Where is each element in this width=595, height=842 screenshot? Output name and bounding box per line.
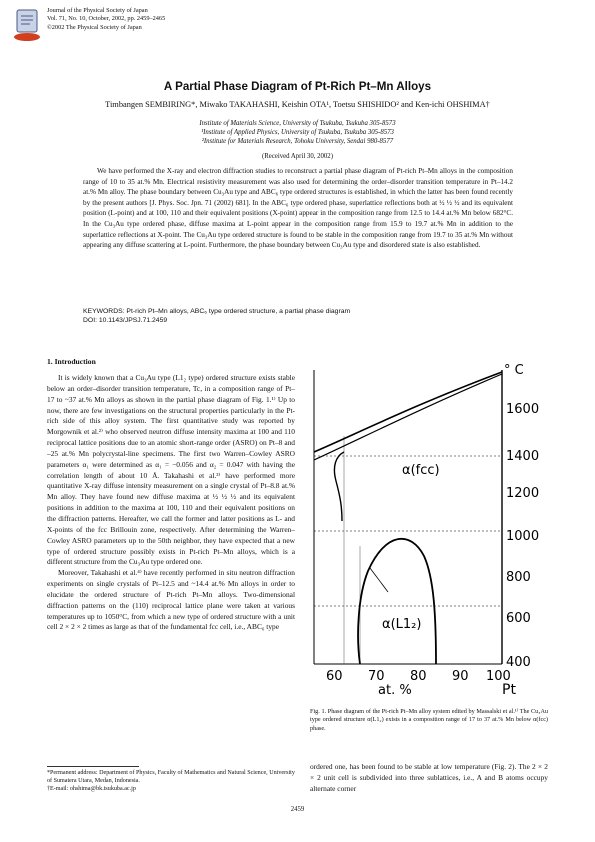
solidus-curve	[314, 374, 502, 460]
x-tick-70: 70	[368, 669, 385, 684]
fcc-phase-label: α(fcc)	[402, 463, 440, 478]
x-tick-60: 60	[326, 669, 343, 684]
affiliations	[0, 119, 595, 146]
received-date: (Received April 30, 2002)	[262, 153, 333, 160]
footnote-address: *Permanent address: Department of Physics, Faculty of Mathematics and Natural Science, University of Sumatera Utara, Medan, Indonesia.	[47, 770, 295, 784]
affiliation-3: ²Institute for Materials Research, Tohoku University, Sendai 980-8577	[201, 138, 394, 145]
y-tick-400: 400	[506, 655, 531, 670]
journal-name: Journal of the Physical Society of Japan	[47, 7, 148, 14]
x-axis-element: Pt	[502, 682, 516, 698]
y-tick-600: 600	[506, 611, 531, 626]
y-tick-1600: 1600	[506, 402, 540, 417]
journal-info	[47, 7, 165, 32]
affiliation-1: Institute of Materials Science, University of Tsukuba, Tsukuba 305-8573	[199, 120, 396, 127]
x-tick-labels	[326, 669, 511, 684]
y-tick-800: 800	[506, 570, 531, 585]
abstract: We have performed the X-ray and electron diffraction studies to reconstruct a partial phase diagram of Pt-rich Pt–Mn alloys in the composition range of 10 to 35 at.% Mn. Electrical resistivity measurement was also used for determining the order–disorder transition temperature in Pt–14.2 at.% Mn alloy. The phase boundary between Cu₃Au type and ABC₆ type ordered structures is established, in which the latter has been found recently by the present authors [J. Phys. Soc. Jpn. 71 (2002) 681]. In the ABC₆ type ordered phase, superlattice reflections both at ½ ½ ½ and its equivalent position (L-point) and at 100, 110 and their equivalent positions (X-point) appear in the composition range from 12.5 to 14.4 at.% Mn below 682°C. In the Cu₃Au type ordered phase, diffuse maxima at L-point appear in the composition range from 15.9 to 19.7 at.% Mn in addition to the superlattice reflections at X-point. The Cu₃Au type ordered structure is found to be stable in the composition range from 19.7 to 35 at.% Mn without appearing any diffuse scattering at L-point. Furthermore, the phase boundary between Cu₃Au type and disordered state is also established.	[83, 167, 513, 250]
intro-paragraph-1: It is widely known that a Cu₃Au type (L1₂ type) ordered structure exists stable below an order–disorder transition temperature, Tc, in a composition range of Pt–17 to ~37 at.% Mn alloys as shown in the partial phase diagram of Fig. 1.¹⁾ Up to now, there are few investigations on the structural properties particularly in the Pt-rich side of this alloy system. The first quantitative study was reported by Morgownik et al.²⁾ who observed neutron diffuse intensity maxima at 100 and 110 reciprocal lattice positions due to an atomic short-range order (ASRO) on Pt–8 and –25 at.% Mn polycrystal-line specimens. The first two Warren–Cowley ASRO parameters α₁ were determined as α₁ = −0.056 and α₂ = 0.047 with having the correlation length of about 10 Å. Takahashi et al.³⁾ have performed more quantitative X-ray diffuse intensity measurement on a single crystal of Pt–8.8 at.% Mn alloy. They have found new diffuse maxima at ½ ½ ½ and its equivalent positions in addition to the maxima at 100, 110 and their equivalent positions on the diffraction patterns. Hereafter, we call the former and latter positions as L- and X-points of the fcc Brillouin zone, respectively. After determining the Warren–Cowley ASRO parameters up to the 50th neighbor, they have expected that a new type of ordered structure possibly exists in Pt-rich Pt–Mn alloys, which is a different structure from the Cu₃Au type ordered one.	[47, 373, 295, 567]
page-number: 2459	[290, 806, 305, 813]
footnotes	[47, 769, 295, 793]
liquidus-curve	[314, 372, 502, 452]
footnote-email: †E-mail: ohshima@bk.tsukuba.ac.jp	[47, 786, 136, 792]
y-tick-1400: 1400	[506, 449, 540, 464]
footnote-divider	[47, 766, 139, 767]
x-axis-label: at. %	[378, 683, 412, 698]
doi: DOI: 10.1143/JPSJ.71.2459	[83, 317, 168, 325]
journal-copyright: ©2002 The Physical Society of Japan	[47, 23, 142, 31]
figure-gridlines	[314, 456, 502, 606]
l12-phase-label: α(L1₂)	[382, 617, 422, 632]
y-tick-1000: 1000	[506, 529, 540, 544]
journal-logo-icon	[12, 8, 42, 44]
keywords-block	[83, 307, 350, 326]
l12-phase-dome	[358, 539, 436, 664]
y-tick-1200: 1200	[506, 486, 540, 501]
section-heading: 1. Introduction	[47, 357, 96, 366]
paper-authors: Timbangen SEMBIRING*, Miwako TAKAHASHI, Keishin OTA¹, Toetsu SHISHIDO² and Ken-ichi OHSHIMA†	[105, 100, 490, 109]
intro-paragraph-2: Moreover, Takahashi et al.⁴⁾ have recently performed in situ neutron diffraction experiments on single crystals of Pt–12.5 and ~14.4 at.% Mn alloys in order to elucidate the ordered structure of Pt-rich Pt–Mn alloys. Two-dimensional diffraction patterns on the (110) reciprocal lattice plane were taken at various temperatures up to 1050°C, from which a new type of ordered structure with a unit cell 2 × 2 × 2 times as large as that of the fundamental fcc cell, i.e., ABC₆ type	[47, 568, 295, 632]
phase-diagram-figure	[296, 356, 550, 702]
x-tick-80: 80	[410, 669, 427, 684]
figure-caption: Fig. 1. Phase diagram of the Pt-rich Pt–Mn alloy system edited by Massalski et al.¹⁾ The Cu₃Au type ordered structure α(L1₂) exists in a composition range of 17 to 37 at.% Mn below α(fcc) phase.	[310, 708, 548, 732]
y-tick-labels	[506, 402, 539, 670]
keywords: KEYWORDS: Pt-rich Pt–Mn alloys, ABC₆ type ordered structure, a partial phase diagram	[83, 308, 351, 315]
column-2-text: ordered one, has been found to be stable at low temperature (Fig. 2). The 2 × 2 × 2 unit cell is subdivided into three sublattices, i.e., A and B atoms occupy alternate corner	[310, 762, 548, 793]
x-tick-90: 90	[452, 669, 469, 684]
temperature-unit: ° C	[504, 363, 524, 378]
x-tick-100: 100	[486, 669, 511, 684]
l12-inner-line	[370, 568, 388, 592]
affiliation-2: ¹Institute of Applied Physics, University of Tsukuba, Tsukuba 305-8573	[201, 129, 394, 136]
intro-column	[47, 373, 295, 633]
paper-title: A Partial Phase Diagram of Pt-Rich Pt–Mn Alloys	[163, 80, 432, 93]
journal-volume: Vol. 71, No. 10, October, 2002, pp. 2459–2465	[47, 15, 166, 23]
fcc-boundary-curve	[334, 452, 344, 521]
